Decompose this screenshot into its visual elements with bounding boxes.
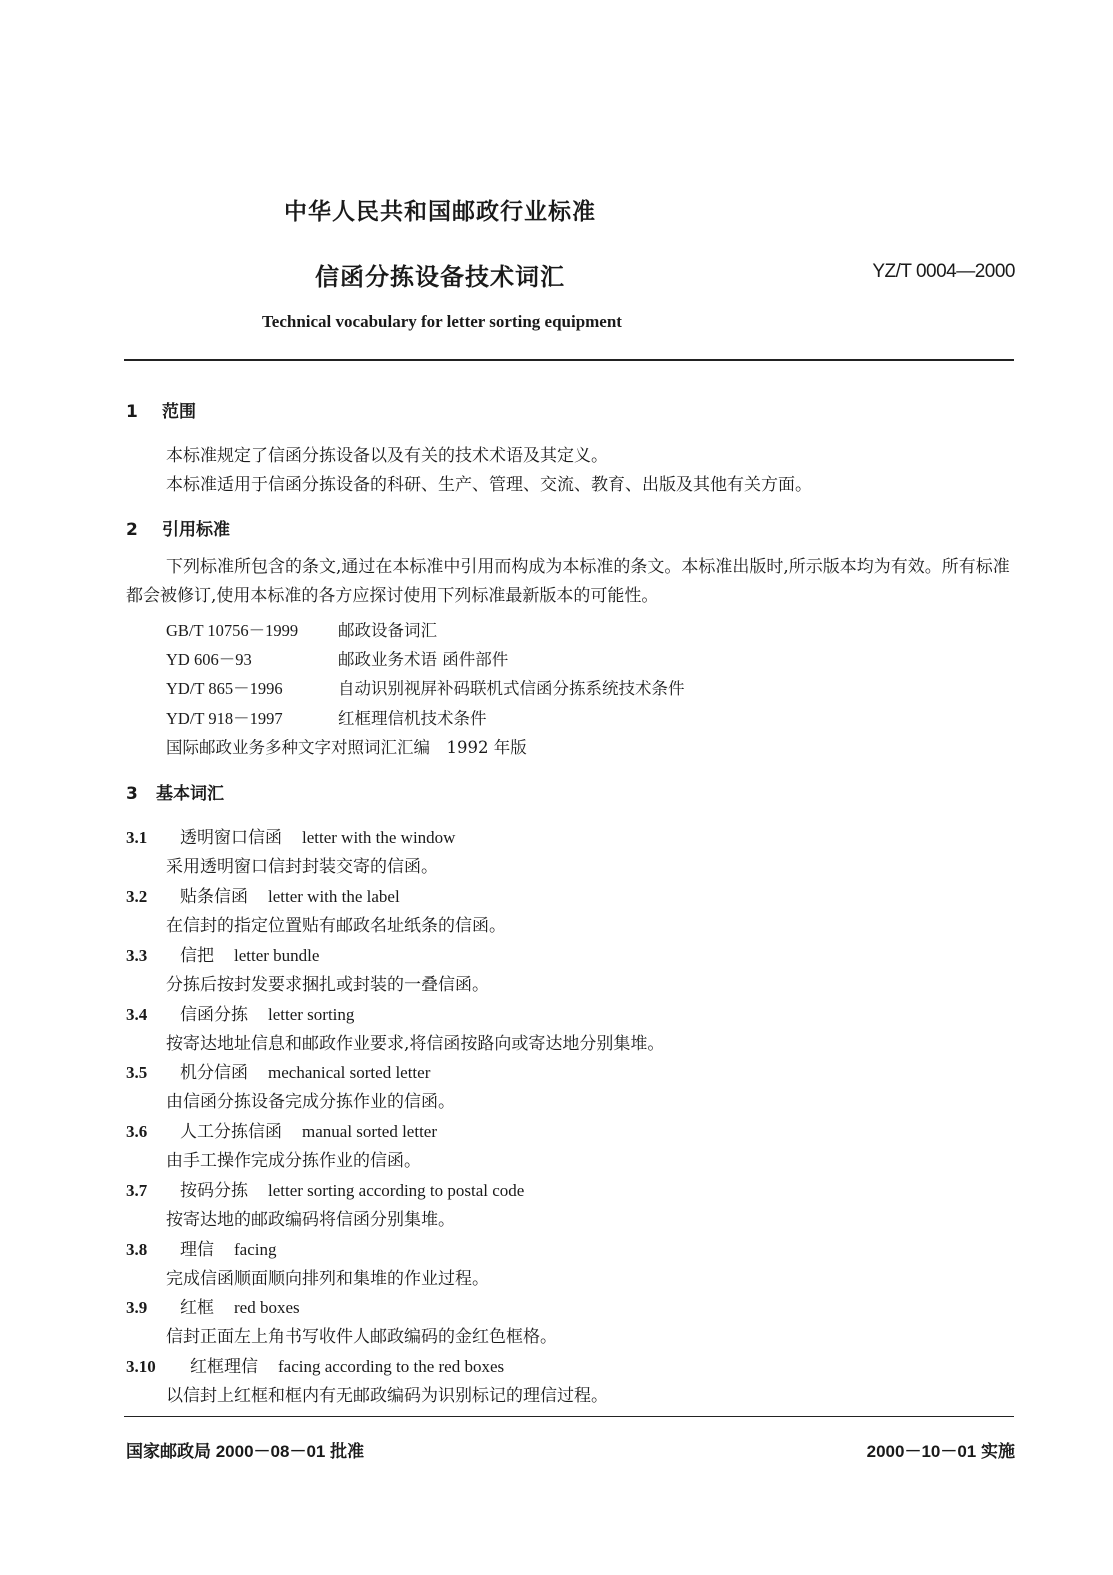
term-entry	[126, 1352, 504, 1377]
section-number: 2	[126, 520, 138, 540]
term-number: 3.7	[126, 1181, 148, 1200]
term-number: 3.4	[126, 1005, 148, 1024]
term-chinese: 人工分拣信函	[180, 1122, 282, 1142]
term-definition: 由手工操作完成分拣作业的信函。	[166, 1151, 421, 1171]
term-chinese: 贴条信函	[180, 887, 248, 907]
term-definition: 按寄达地址信息和邮政作业要求,将信函按路向或寄达地分别集堆。	[166, 1034, 665, 1054]
reference-code: YD/T 918－1997	[166, 709, 283, 728]
section-title: 引用标准	[162, 520, 230, 540]
term-chinese: 红框理信	[190, 1357, 258, 1377]
section-1-paragraph-1: 本标准规定了信函分拣设备以及有关的技术术语及其定义。	[166, 446, 608, 466]
reference-code: YD/T 865－1996	[166, 679, 283, 698]
footer-rule	[124, 1416, 1014, 1417]
term-english: mechanical sorted letter	[268, 1063, 431, 1082]
section-number: 3	[126, 784, 138, 804]
term-entry	[126, 1176, 524, 1201]
reference-title: 邮政设备词汇	[338, 621, 437, 640]
english-title: Technical vocabulary for letter sorting equipment	[262, 312, 622, 331]
reference-item	[166, 705, 487, 729]
section-1-paragraph-2: 本标准适用于信函分拣设备的科研、生产、管理、交流、教育、出版及其他有关方面。	[166, 475, 812, 495]
term-definition: 按寄达地的邮政编码将信函分别集堆。	[166, 1210, 455, 1230]
term-number: 3.2	[126, 887, 148, 906]
term-entry	[126, 1058, 430, 1083]
term-english: letter with the window	[302, 828, 456, 847]
reference-item	[166, 675, 685, 699]
reference-item	[166, 617, 437, 641]
reference-extra: 国际邮政业务多种文字对照词汇汇编 1992 年版	[166, 738, 527, 757]
term-chinese: 信函分拣	[180, 1005, 248, 1025]
term-english: manual sorted letter	[302, 1122, 438, 1141]
reference-title: 红框理信机技术条件	[338, 709, 487, 728]
reference-code: YD 606－93	[166, 650, 252, 669]
approval-date: 国家邮政局 2000－08－01 批准	[126, 1442, 365, 1461]
term-definition: 分拣后按封发要求捆扎或封装的一叠信函。	[166, 975, 489, 995]
term-english: facing according to the red boxes	[278, 1357, 505, 1376]
term-english: letter with the label	[268, 887, 400, 906]
term-definition: 完成信函顺面顺向排列和集堆的作业过程。	[166, 1269, 489, 1289]
term-definition: 采用透明窗口信封封装交寄的信函。	[166, 857, 438, 877]
term-definition: 以信封上红框和框内有无邮政编码为识别标记的理信过程。	[166, 1386, 608, 1406]
term-number: 3.9	[126, 1298, 148, 1317]
term-chinese: 理信	[180, 1240, 214, 1260]
term-entry	[126, 1293, 300, 1318]
term-english: letter sorting	[268, 1005, 355, 1024]
section-3-heading	[126, 779, 224, 804]
term-english: red boxes	[234, 1298, 300, 1317]
term-number: 3.5	[126, 1063, 148, 1082]
section-1-heading	[126, 397, 196, 422]
term-definition: 由信函分拣设备完成分拣作业的信函。	[166, 1092, 455, 1112]
term-entry	[126, 941, 319, 966]
doc-title: 信函分拣设备技术词汇	[315, 263, 565, 291]
term-definition: 在信封的指定位置贴有邮政名址纸条的信函。	[166, 916, 506, 936]
term-number: 3.6	[126, 1122, 148, 1141]
term-chinese: 按码分拣	[180, 1181, 248, 1201]
term-chinese: 透明窗口信函	[180, 828, 282, 848]
standard-number: YZ/T 0004—2000	[872, 261, 1015, 282]
term-chinese: 信把	[180, 946, 214, 966]
term-chinese: 机分信函	[180, 1063, 248, 1083]
term-definition: 信封正面左上角书写收件人邮政编码的金红色框格。	[166, 1327, 557, 1347]
reference-code: GB/T 10756－1999	[166, 621, 299, 640]
term-entry	[126, 1235, 276, 1260]
term-number: 3.8	[126, 1240, 148, 1259]
term-number: 3.10	[126, 1357, 156, 1376]
term-entry	[126, 882, 400, 907]
effective-date: 2000－10－01 实施	[866, 1442, 1015, 1461]
term-english: letter sorting according to postal code	[268, 1181, 525, 1200]
reference-item	[166, 646, 508, 670]
section-2-intro: 下列标准所包含的条文,通过在本标准中引用而构成为本标准的条文。本标准出版时,所示版本均为有效。所有标准都会被修订,使用本标准的各方应探讨使用下列标准最新版本的可能性。	[126, 557, 1010, 606]
section-title: 基本词汇	[156, 784, 224, 804]
term-number: 3.3	[126, 946, 148, 965]
term-english: facing	[234, 1240, 277, 1259]
term-entry	[126, 1117, 437, 1142]
reference-title: 邮政业务术语 函件部件	[338, 650, 509, 669]
reference-title: 自动识别视屏补码联机式信函分拣系统技术条件	[338, 679, 685, 698]
term-entry	[126, 823, 455, 848]
section-2-heading	[126, 515, 230, 540]
term-entry	[126, 1000, 354, 1025]
term-number: 3.1	[126, 828, 148, 847]
term-chinese: 红框	[180, 1298, 214, 1318]
section-number: 1	[126, 402, 138, 422]
section-title: 范围	[162, 402, 196, 422]
term-english: letter bundle	[234, 946, 320, 965]
header-rule	[124, 359, 1014, 361]
org-title: 中华人民共和国邮政行业标准	[284, 199, 596, 225]
